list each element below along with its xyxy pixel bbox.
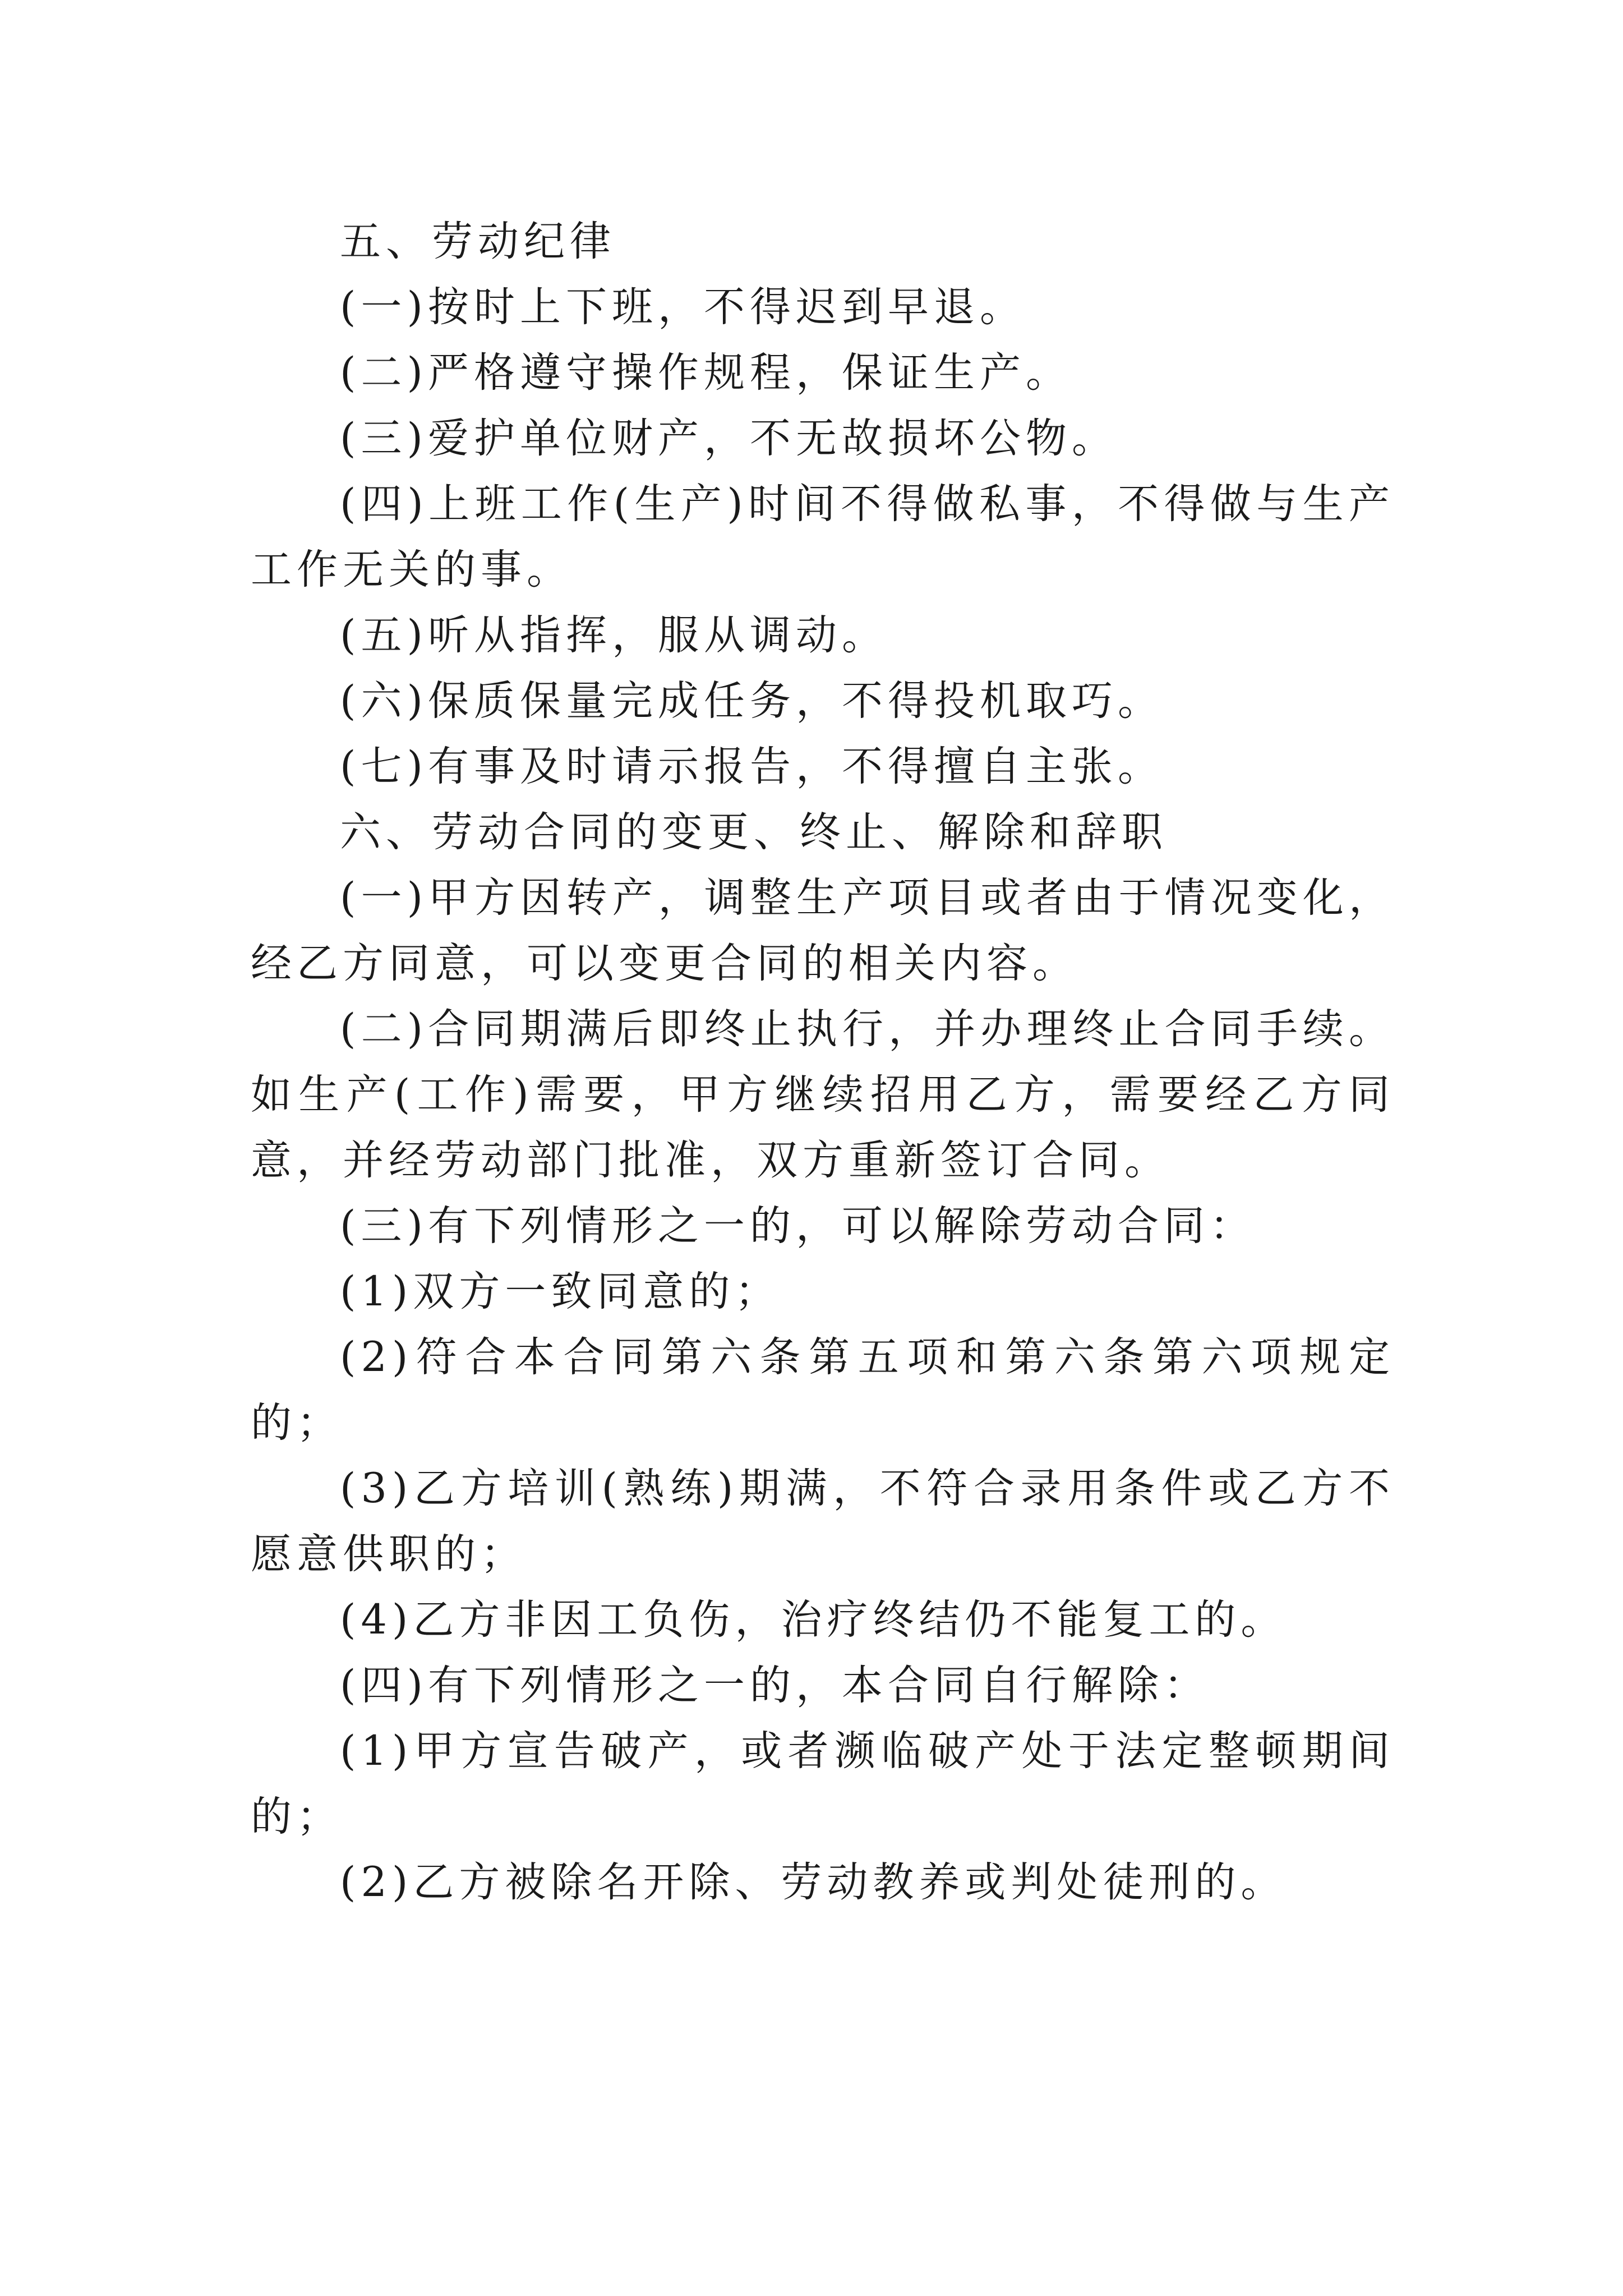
paragraph: (二)严格遵守操作规程，保证生产。 xyxy=(340,349,1072,397)
paragraph: (一)甲方因转产，调整生产项目或者由于情况变化，经乙方同意，可以变更合同的相关内容。 xyxy=(251,874,1395,987)
list-item: (3)乙方培训(熟练)期满，不符合录用条件或乙方不愿意供职的； xyxy=(251,1465,1395,1578)
list-item: (1)甲方宣告破产，或者濒临破产处于法定整顿期间的； xyxy=(251,1727,1395,1841)
section-heading-labor-discipline: 五、劳动纪律 xyxy=(340,218,616,265)
document-body xyxy=(251,209,1395,1915)
list-item: (1)双方一致同意的； xyxy=(340,1268,781,1315)
paragraph: (三)有下列情形之一的，可以解除劳动合同： xyxy=(340,1202,1256,1250)
list-item: (2)符合本合同第六条第五项和第六条第六项规定的； xyxy=(251,1333,1395,1447)
paragraph: (四)上班工作(生产)时间不得做私事，不得做与生产工作无关的事。 xyxy=(251,480,1395,593)
paragraph: (三)爱护单位财产，不无故损坏公物。 xyxy=(340,415,1118,462)
list-item: (4)乙方非因工负伤，治疗终结仍不能复工的。 xyxy=(340,1596,1287,1644)
paragraph: (五)听从指挥，服从调动。 xyxy=(340,611,888,659)
list-item: (2)乙方被除名开除、劳动教养或判处徒刑的。 xyxy=(340,1858,1287,1906)
section-heading-contract-changes: 六、劳动合同的变更、终止、解除和辞职 xyxy=(340,808,1168,856)
paragraph: (七)有事及时请示报告，不得擅自主张。 xyxy=(340,743,1164,790)
paragraph: (六)保质保量完成任务，不得投机取巧。 xyxy=(340,677,1164,725)
paragraph: (一)按时上下班，不得迟到早退。 xyxy=(340,283,1026,331)
paragraph: (四)有下列情形之一的，本合同自行解除： xyxy=(340,1662,1210,1709)
paragraph: (二)合同期满后即终止执行，并办理终止合同手续。如生产(工作)需要，甲方继续招用乙方，需要经乙方同意，并经劳动部门批准，双方重新签订合同。 xyxy=(251,1005,1395,1184)
